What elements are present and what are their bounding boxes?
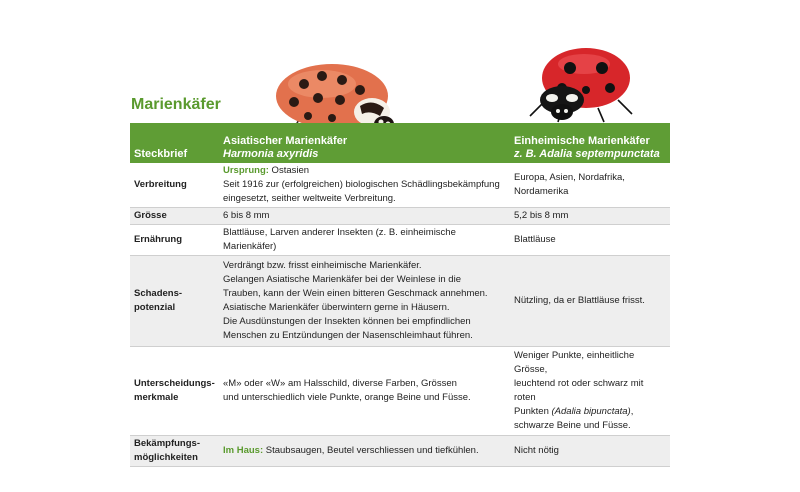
- schaden-label-line2: potenzial: [134, 302, 176, 313]
- ursprung-label: Ursprung:: [223, 165, 269, 176]
- cell-native-groesse: 5,2 bis 8 mm: [510, 208, 670, 225]
- header-asian-name: Asiatischer Marienkäfer: [223, 135, 348, 147]
- verbreitung-native-line1: Europa, Asien, Nordafrika,: [514, 172, 625, 183]
- im-haus-label: Im Haus:: [223, 445, 264, 456]
- unterscheidung-label-line1: Unterscheidungs-: [134, 378, 215, 389]
- table-row-bekaempfung: [130, 436, 670, 467]
- cell-native-verbreitung: [510, 163, 670, 208]
- header-native-ladybug: [510, 123, 670, 163]
- cell-native-unterscheidungsmerkmale: [510, 347, 670, 436]
- row-label-ernaehrung: Ernährung: [130, 225, 219, 256]
- cell-asian-verbreitung: [219, 163, 510, 208]
- header-asian-latin: Harmonia axyridis: [223, 148, 319, 160]
- header-steckbrief: Steckbrief: [130, 123, 219, 163]
- bekaempfung-label-line1: Bekämpfungs-: [134, 438, 200, 449]
- verbreitung-asian-line2: Seit 1916 zur (erfolgreichen) biologischen Schädlingsbekämpfung: [223, 179, 500, 190]
- header-native-name: Einheimische Marienkäfer: [514, 135, 650, 147]
- cell-asian-groesse: 6 bis 8 mm: [219, 208, 510, 225]
- schaden-line: Verdrängt bzw. frisst einheimische Marienkäfer.: [223, 260, 422, 271]
- table-row-groesse: [130, 208, 670, 225]
- cell-asian-ernaehrung: Blattläuse, Larven anderer Insekten (z. B. einheimische Marienkäfer): [219, 225, 510, 256]
- unterscheidung-native-line3-pre: Punkten: [514, 406, 552, 417]
- unterscheidung-native-line1: Weniger Punkte, einheitliche Grösse,: [514, 350, 635, 375]
- bekaempfung-label-line2: möglichkeiten: [134, 452, 198, 463]
- cell-native-ernaehrung: Blattläuse: [510, 225, 670, 256]
- row-label-schadenspotenzial: [130, 256, 219, 347]
- bekaempfung-asian-text: Staubsaugen, Beutel verschliessen und tiefkühlen.: [263, 445, 479, 456]
- schaden-line: Menschen zu Entzündungen der Nasenschleimhaut führen.: [223, 330, 473, 341]
- unterscheidung-native-line4: schwarze Beine und Füsse.: [514, 420, 631, 431]
- row-label-bekaempfung: [130, 436, 219, 467]
- unterscheidung-asian-line2: und unterschiedlich viele Punkte, orange Beine und Füsse.: [223, 392, 471, 403]
- row-label-unterscheidungsmerkmale: [130, 347, 219, 436]
- cell-asian-unterscheidungsmerkmale: [219, 347, 510, 436]
- schaden-line: Asiatische Marienkäfer überwintern gerne in Häusern.: [223, 302, 450, 313]
- table-row-verbreitung: [130, 163, 670, 208]
- schaden-line: Gelangen Asiatische Marienkäfer bei der Weinlese in die: [223, 274, 461, 285]
- row-label-verbreitung: Verbreitung: [130, 163, 219, 208]
- unterscheidung-native-line3-post: ,: [630, 406, 634, 417]
- adalia-bipunctata-text: (Adalia bipunctata): [551, 406, 631, 417]
- unterscheidung-asian-line1: «M» oder «W» am Halsschild, diverse Farben, Grössen: [223, 378, 457, 389]
- unterscheidung-native-line2: leuchtend rot oder schwarz mit roten: [514, 378, 644, 403]
- cell-native-bekaempfung: Nicht nötig: [510, 436, 670, 467]
- unterscheidung-native-line3: [514, 405, 666, 419]
- table-row-schadenspotenzial: [130, 256, 670, 347]
- page-title: Marienkäfer: [131, 96, 221, 113]
- table-row-unterscheidungsmerkmale: [130, 347, 670, 436]
- schaden-line: Die Ausdünstungen der Insekten können bei empfindlichen: [223, 316, 471, 327]
- cell-native-schadenspotenzial: Nützling, da er Blattläuse frisst.: [510, 256, 670, 347]
- cell-asian-bekaempfung: [219, 436, 510, 467]
- schaden-label-line1: Schadens-: [134, 288, 183, 299]
- table-header-row: [130, 123, 670, 163]
- native-ladybug-image: [522, 44, 640, 124]
- cell-asian-schadenspotenzial: [219, 256, 510, 347]
- header-asian-ladybug: [219, 123, 510, 163]
- table-row-ernaehrung: [130, 225, 670, 256]
- header-native-latin: z. B. Adalia septempunctata: [514, 148, 660, 160]
- row-label-groesse: Grösse: [130, 208, 219, 225]
- ursprung-value: Ostasien: [268, 165, 310, 176]
- unterscheidung-label-line2: merkmale: [134, 392, 179, 403]
- verbreitung-native-line2: Nordamerika: [514, 186, 569, 197]
- steckbrief-table: [130, 123, 670, 467]
- verbreitung-asian-line3: eingesetzt, seither weltweite Verbreitung.: [223, 193, 396, 204]
- schaden-line: Trauben, kann der Wein einen bitteren Geschmack annehmen.: [223, 288, 488, 299]
